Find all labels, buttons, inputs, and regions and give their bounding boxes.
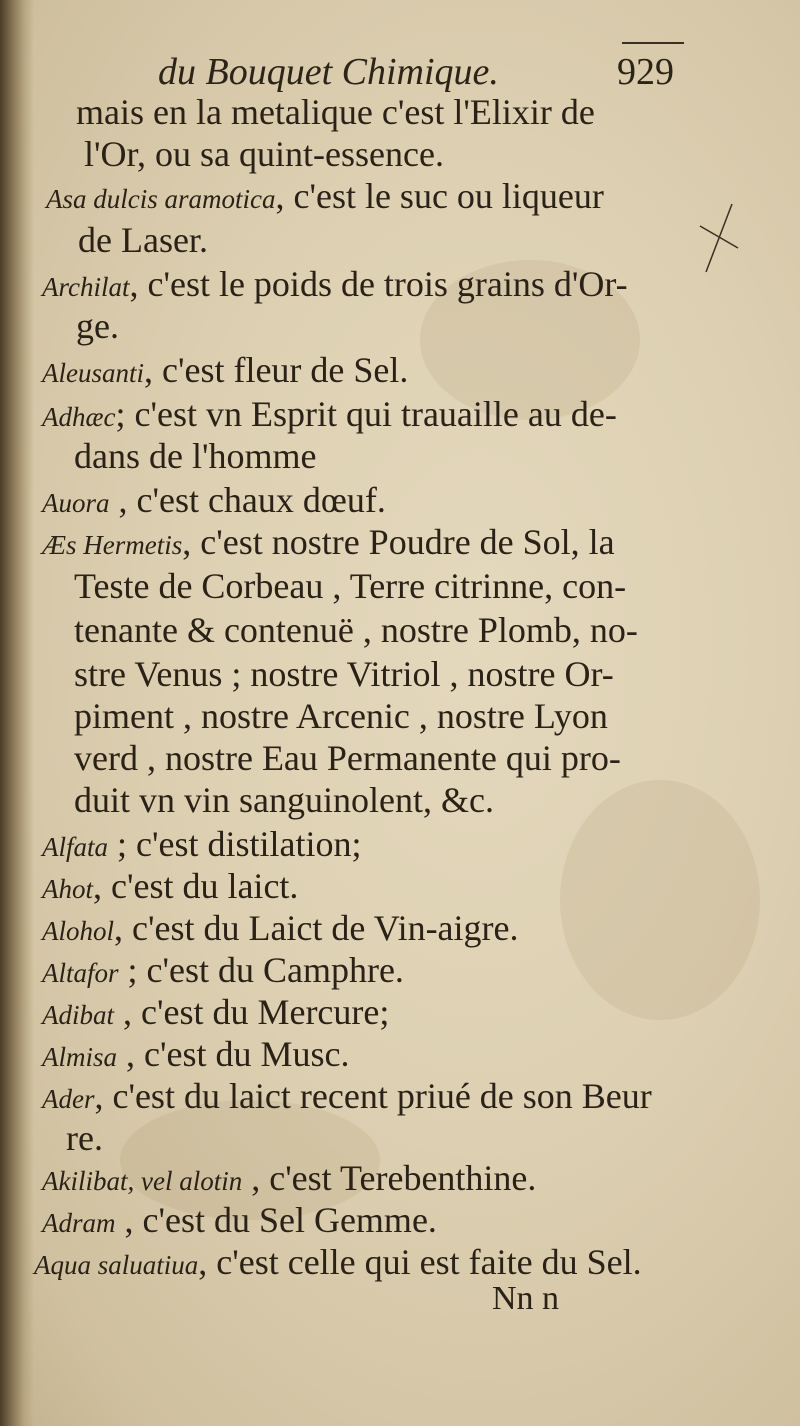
running-head: du Bouquet Chimique. — [158, 51, 499, 93]
printer-signature-mark: Nn n — [492, 1280, 560, 1317]
text-line: tenante & contenuë , nostre Plomb, no- — [74, 610, 638, 650]
entry-term: Ader — [42, 1084, 95, 1114]
text-line: stre Venus ; nostre Vitriol , nostre Or- — [74, 654, 614, 694]
entry-term: Almisa — [42, 1042, 118, 1072]
page-gutter-shadow — [0, 0, 34, 1426]
text-line: l'Or, ou sa quint-essence. — [84, 134, 444, 174]
entry-term: Adram — [42, 1208, 116, 1238]
glossary-entry: Akilibat, vel alotin , c'est Terebenthine. — [42, 1158, 537, 1198]
glossary-entry: Adram , c'est du Sel Gemme. — [42, 1200, 437, 1240]
entry-term: Archilat — [42, 272, 130, 302]
entry-term: Adhæc — [42, 402, 116, 432]
entry-term: Asa dulcis aramotica — [46, 184, 276, 214]
entry-term: Alohol — [42, 916, 114, 946]
glossary-entry: Aleusanti, c'est fleur de Sel. — [42, 350, 409, 390]
text-line: dans de l'homme — [74, 436, 317, 476]
entry-term: Altafor — [42, 958, 119, 988]
text-line: mais en la metalique c'est l'Elixir de — [76, 92, 595, 132]
text-line: re. — [66, 1118, 103, 1158]
glossary-entry: Altafor ; c'est du Camphre. — [42, 950, 404, 990]
text-line: Teste de Corbeau , Terre citrinne, con- — [74, 566, 627, 606]
entry-term: Adibat — [42, 1000, 114, 1030]
glossary-entry: Archilat, c'est le poids de trois grains d'Or- — [42, 264, 628, 304]
glossary-entry: Adhæc; c'est vn Esprit qui trauaille au de- — [42, 394, 617, 434]
page-number-rule — [622, 42, 684, 44]
glossary-entry: Asa dulcis aramotica, c'est le suc ou liqueur — [46, 176, 604, 216]
text-line: ge. — [76, 306, 119, 346]
glossary-entry: Ahot, c'est du laict. — [42, 866, 299, 906]
text-line: de Laser. — [78, 220, 208, 260]
entry-term: Ahot — [42, 874, 93, 904]
entry-term: Aleusanti — [42, 358, 144, 388]
text-line: verd , nostre Eau Permanente qui pro- — [74, 738, 621, 778]
glossary-entry: Aqua saluatiua, c'est celle qui est faite du Sel. — [34, 1242, 642, 1282]
page-number: 929 — [617, 51, 674, 93]
handwritten-cross-mark — [698, 196, 740, 276]
text-line: duit vn vin sanguinolent, &c. — [74, 780, 494, 820]
glossary-entry: Alohol, c'est du Laict de Vin-aigre. — [42, 908, 519, 948]
entry-term: Æs Hermetis — [42, 530, 183, 560]
entry-term: Aqua saluatiua — [34, 1250, 199, 1280]
paper-stain — [560, 780, 760, 1020]
glossary-entry: Æs Hermetis, c'est nostre Poudre de Sol, la — [42, 522, 615, 562]
glossary-entry: Ader, c'est du laict recent priué de son Beur — [42, 1076, 652, 1116]
entry-term: Alfata — [42, 832, 108, 862]
glossary-entry: Almisa , c'est du Musc. — [42, 1034, 350, 1074]
entry-term: Auora — [42, 488, 110, 518]
entry-term: Akilibat, vel alotin — [42, 1166, 243, 1196]
glossary-entry: Adibat , c'est du Mercure; — [42, 992, 390, 1032]
glossary-entry: Alfata ; c'est distilation; — [42, 824, 362, 864]
text-line: piment , nostre Arcenic , nostre Lyon — [74, 696, 608, 736]
glossary-entry: Auora , c'est chaux dœuf. — [42, 480, 386, 520]
